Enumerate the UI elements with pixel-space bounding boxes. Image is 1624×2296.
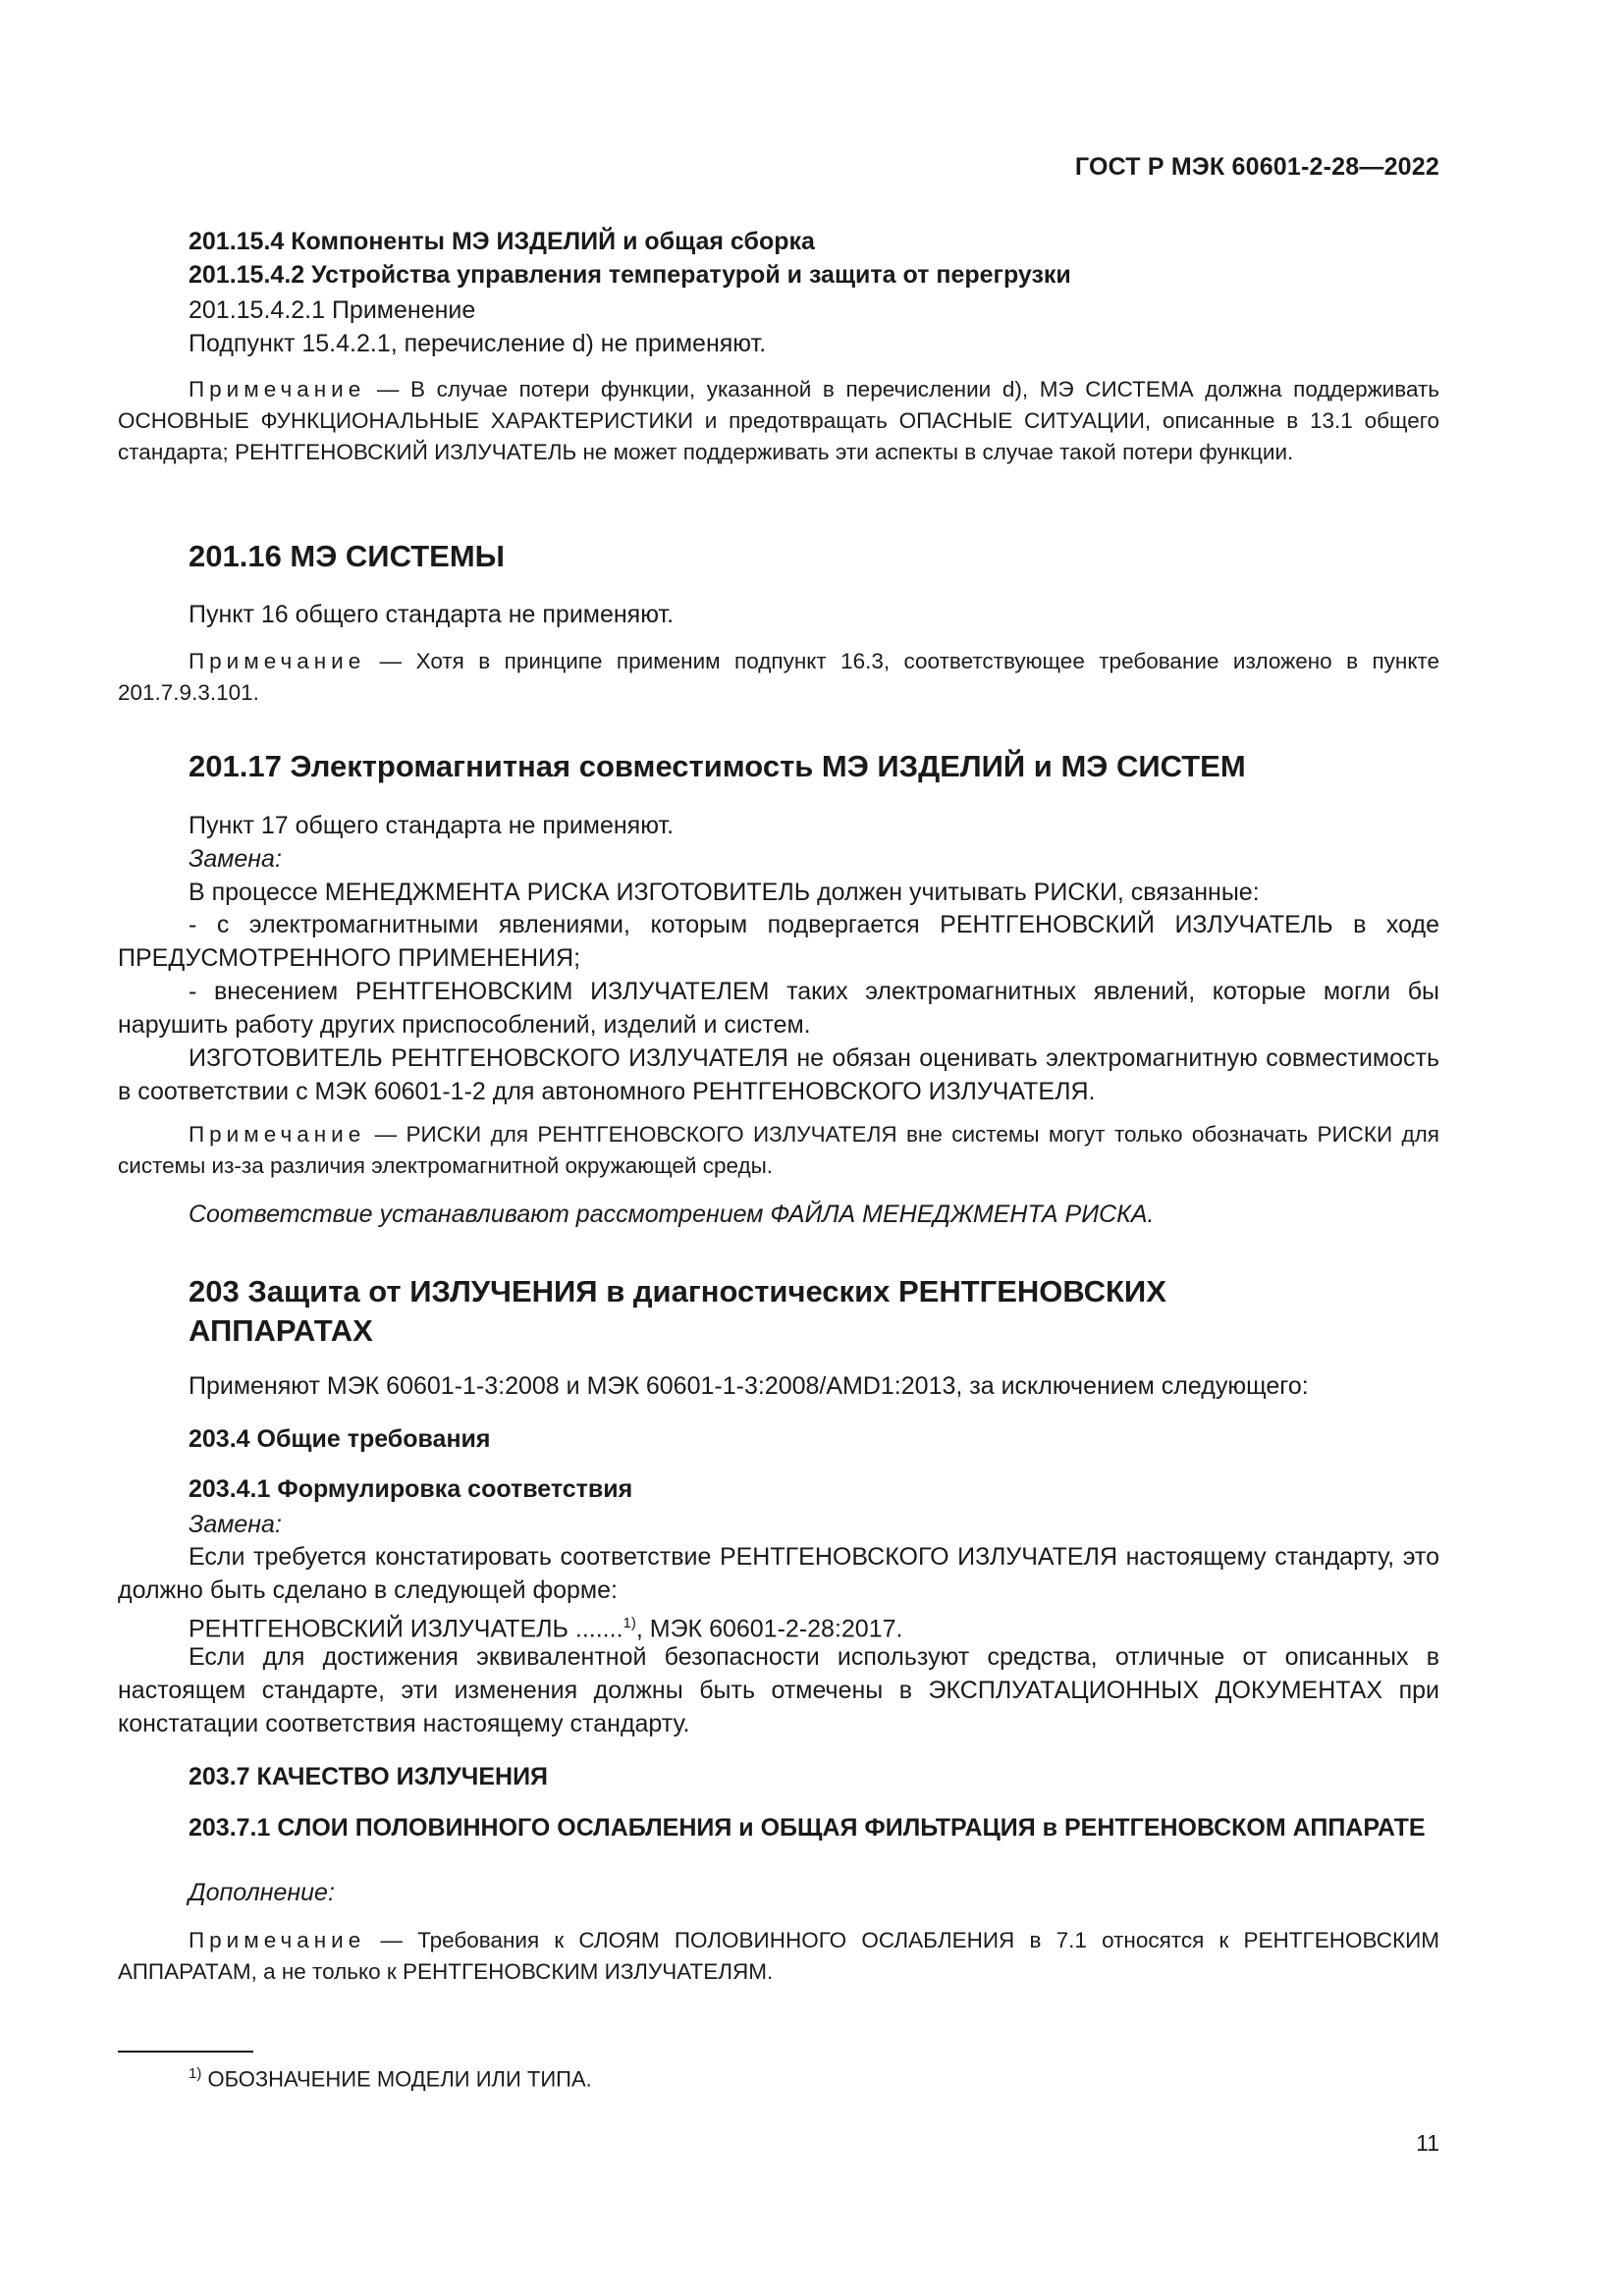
heading-201-16: 201.16 МЭ СИСТЕМЫ xyxy=(189,539,505,573)
heading-201-15-4: 201.15.4 Компоненты МЭ ИЗДЕЛИЙ и общая сборка xyxy=(189,228,815,255)
note-201-17 xyxy=(118,1119,1439,1182)
note-text: — Требования к СЛОЯМ ПОЛОВИННОГО ОСЛАБЛЕНИЯ в 7.1 относятся к РЕНТГЕНОВСКИМ АППАРАТАМ, а не только к РЕНТГЕНОВСКИМ ИЗЛУЧАТЕЛЯМ. xyxy=(118,1928,1439,1984)
paragraph-201-16: Пункт 16 общего стандарта не применяют. xyxy=(189,601,675,628)
footnote-text: ОБОЗНАЧЕНИЕ МОДЕЛИ ИЛИ ТИПА. xyxy=(201,2066,592,2092)
note-label: Примечание xyxy=(189,1928,366,1952)
footnote-reference[interactable]: 1) xyxy=(623,1615,636,1631)
paragraph-201-17-2: В процессе МЕНЕДЖМЕНТА РИСКА ИЗГОТОВИТЕЛЬ должен учитывать РИСКИ, связанные: xyxy=(189,879,1260,906)
footnote-divider xyxy=(118,2051,253,2053)
note-201-15-4 xyxy=(118,374,1439,468)
paragraph-201-17-3: - с электромагнитными явлениями, которым подвергается РЕНТГЕНОВСКИЙ ИЗЛУЧАТЕЛЬ в ходе ПРЕДУСМОТРЕННОГО ПРИМЕНЕНИЯ; xyxy=(118,911,1439,972)
note-text: — Хотя в принципе применим подпункт 16.3, соответствующее требование изложено в пункте 201.7.9.3.101. xyxy=(118,649,1439,705)
page-number: 11 xyxy=(1416,2130,1439,2156)
compliance-form-prefix: РЕНТГЕНОВСКИЙ ИЗЛУЧАТЕЛЬ ....... xyxy=(189,1615,623,1643)
addition-label: Дополнение: xyxy=(189,1879,335,1906)
compliance-statement: Соответствие устанавливают рассмотрением ФАЙЛА МЕНЕДЖМЕНТА РИСКА. xyxy=(189,1201,1155,1228)
paragraph-not-applied: Подпункт 15.4.2.1, перечисление d) не применяют. xyxy=(189,330,767,357)
heading-203-7-1: 203.7.1 СЛОИ ПОЛОВИННОГО ОСЛАБЛЕНИЯ и ОБЩАЯ ФИЛЬТРАЦИЯ в РЕНТГЕНОВСКОМ АППАРАТЕ xyxy=(189,1814,1426,1842)
heading-203-4-1: 203.4.1 Формулировка соответствия xyxy=(189,1475,633,1503)
replacement-label-203: Замена: xyxy=(189,1511,282,1538)
heading-203-7: 203.7 КАЧЕСТВО ИЗЛУЧЕНИЯ xyxy=(189,1763,549,1790)
note-203-7-1 xyxy=(118,1925,1439,1988)
paragraph-201-17-1: Пункт 17 общего стандарта не применяют. xyxy=(189,812,675,839)
note-text: — В случае потери функции, указанной в перечислении d), МЭ СИСТЕМА должна поддерживать ОСНОВНЫЕ ФУНКЦИОНАЛЬНЫЕ ХАРАКТЕРИСТИКИ и предотвращать ОПАСНЫЕ СИТУАЦИИ, описанные в 13.1 общего стандарта; РЕНТГЕНОВСКИЙ ИЗЛУЧАТЕЛЬ не может поддерживать эти аспекты в случае такой потери функции. xyxy=(118,377,1439,464)
paragraph-201-17-4: - внесением РЕНТГЕНОВСКИМ ИЗЛУЧАТЕЛЕМ таких электромагнитных явлений, которые могли бы нарушить работу других приспособлений, изделий и систем. xyxy=(118,978,1439,1039)
note-label: Примечание xyxy=(189,377,366,401)
heading-203-line1: 203 Защита от ИЗЛУЧЕНИЯ в диагностических РЕНТГЕНОВСКИХ xyxy=(189,1274,1166,1308)
note-201-16 xyxy=(118,646,1439,709)
replacement-label: Замена: xyxy=(189,845,282,873)
note-text: — РИСКИ для РЕНТГЕНОВСКОГО ИЗЛУЧАТЕЛЯ вне системы могут только обозначать РИСКИ для системы из-за различия электромагнитной окружающей среды. xyxy=(118,1122,1439,1178)
heading-203-4: 203.4 Общие требования xyxy=(189,1425,491,1453)
compliance-form-suffix: , МЭК 60601-2-28:2017. xyxy=(635,1615,903,1643)
heading-203-line2: АППАРАТАХ xyxy=(189,1313,373,1348)
note-label: Примечание xyxy=(189,649,366,673)
paragraph-201-15-4-2-1: 201.15.4.2.1 Применение xyxy=(189,296,476,324)
footnote-mark: 1) xyxy=(189,2065,202,2082)
document-code-header: ГОСТ Р МЭК 60601-2-28—2022 xyxy=(1074,153,1439,181)
paragraph-203-2: Если требуется констатировать соответствие РЕНТГЕНОВСКОГО ИЗЛУЧАТЕЛЯ настоящему стандарту, это должно быть сделано в следующей форме: xyxy=(118,1543,1439,1604)
heading-201-17: 201.17 Электромагнитная совместимость МЭ ИЗДЕЛИЙ и МЭ СИСТЕМ xyxy=(189,749,1246,783)
note-label: Примечание xyxy=(189,1122,366,1147)
paragraph-201-17-5: ИЗГОТОВИТЕЛЬ РЕНТГЕНОВСКОГО ИЗЛУЧАТЕЛЯ не обязан оценивать электромагнитную совместимость в соответствии с МЭК 60601-1-2 для автономного РЕНТГЕНОВСКОГО ИЗЛУЧАТЕЛЯ. xyxy=(118,1044,1439,1105)
footnote xyxy=(189,2065,592,2092)
paragraph-203-1: Применяют МЭК 60601-1-3:2008 и МЭК 60601-1-3:2008/AMD1:2013, за исключением следующего: xyxy=(189,1372,1309,1400)
heading-201-15-4-2: 201.15.4.2 Устройства управления температурой и защита от перегрузки xyxy=(189,261,1071,289)
paragraph-203-4: Если для достижения эквивалентной безопасности используют средства, отличные от описанных в настоящем стандарте, эти изменения должны быть отмечены в ЭКСПЛУАТАЦИОННЫХ ДОКУМЕНТАХ при констатации соответствия настоящему стандарту. xyxy=(118,1643,1439,1737)
